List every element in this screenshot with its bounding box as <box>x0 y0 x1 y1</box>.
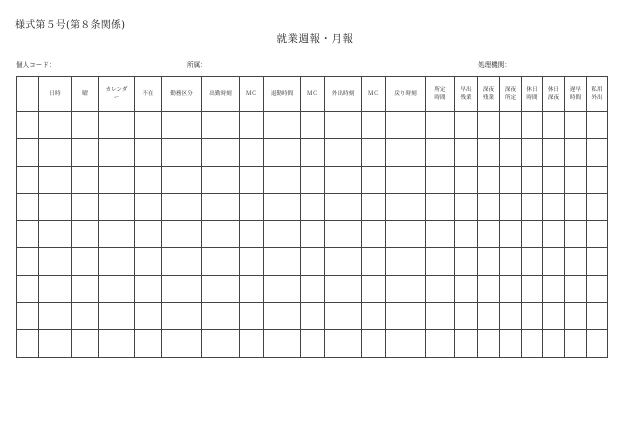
cell-private-out[interactable] <box>587 166 608 193</box>
cell-night-overtime[interactable] <box>478 193 500 220</box>
timesheet-table <box>16 76 608 358</box>
cell-mc1[interactable] <box>240 303 264 330</box>
cell-scheduled[interactable] <box>426 166 455 193</box>
header-holiday-night <box>543 77 565 112</box>
cell-early-overtime[interactable] <box>455 275 478 302</box>
cell-night-scheduled[interactable] <box>500 330 522 357</box>
cell-mc2[interactable] <box>301 275 325 302</box>
cell-weekday[interactable] <box>72 330 99 357</box>
header-blank <box>17 77 39 112</box>
header-night-overtime <box>478 77 500 112</box>
cell-mc2[interactable] <box>301 112 325 139</box>
cell-mc2[interactable] <box>301 303 325 330</box>
cell-blank[interactable] <box>17 303 39 330</box>
cell-mc3[interactable] <box>362 330 386 357</box>
header-late-early <box>565 77 587 112</box>
header-holiday-hours <box>522 77 543 112</box>
cell-absent[interactable] <box>135 248 162 275</box>
cell-early-overtime[interactable] <box>455 166 478 193</box>
header-private-out-text: 外出 <box>591 95 603 101</box>
cell-private-out[interactable] <box>587 303 608 330</box>
cell-mc1[interactable] <box>240 330 264 357</box>
cell-blank[interactable] <box>17 166 39 193</box>
cell-blank[interactable] <box>17 221 39 248</box>
cell-late-early[interactable] <box>565 303 587 330</box>
cell-night-overtime[interactable] <box>478 275 500 302</box>
table-row <box>17 303 608 330</box>
header-private-out-text: 私用 <box>591 86 603 93</box>
personal-code-label: 個人コード： <box>16 61 56 69</box>
cell-holiday-night[interactable] <box>543 221 565 248</box>
cell-private-out[interactable] <box>587 221 608 248</box>
table-body <box>17 112 608 358</box>
cell-blank[interactable] <box>17 193 39 220</box>
cell-holiday-night[interactable] <box>543 275 565 302</box>
cell-return[interactable] <box>386 330 426 357</box>
cell-absent[interactable] <box>135 139 162 166</box>
cell-clock-out[interactable] <box>264 303 301 330</box>
cell-weekday[interactable] <box>72 275 99 302</box>
header-night-overtime-text: 深夜 <box>482 86 495 93</box>
cell-return[interactable] <box>386 166 426 193</box>
cell-absent[interactable] <box>135 303 162 330</box>
header-go-out-text: 外出時刻 <box>331 90 355 97</box>
header-calendar-text: カレンダ <box>105 86 128 93</box>
cell-scheduled[interactable] <box>426 112 455 139</box>
header-clock-out-text: 退勤時間 <box>270 90 294 97</box>
header-go-out <box>325 77 362 112</box>
cell-night-overtime[interactable] <box>478 221 500 248</box>
cell-scheduled[interactable] <box>426 330 455 357</box>
cell-return[interactable] <box>386 193 426 220</box>
cell-holiday-night[interactable] <box>543 330 565 357</box>
timesheet-table-wrap <box>16 76 608 358</box>
header-clock-in <box>202 77 240 112</box>
cell-night-overtime[interactable] <box>478 248 500 275</box>
cell-early-overtime[interactable] <box>455 330 478 357</box>
header-holiday-night-text: 休日 <box>547 86 560 93</box>
cell-holiday-hours[interactable] <box>522 193 543 220</box>
cell-calendar[interactable] <box>99 303 135 330</box>
cell-clock-in[interactable] <box>202 221 240 248</box>
cell-work-type[interactable] <box>162 166 202 193</box>
header-mc3-text: ＭＣ <box>367 90 380 97</box>
cell-date[interactable] <box>39 275 72 302</box>
header-night-overtime-text: 残業 <box>482 95 495 101</box>
cell-holiday-hours[interactable] <box>522 112 543 139</box>
cell-mc1[interactable] <box>240 112 264 139</box>
cell-mc3[interactable] <box>362 193 386 220</box>
cell-clock-in[interactable] <box>202 303 240 330</box>
cell-date[interactable] <box>39 221 72 248</box>
department-label: 所属： <box>187 61 207 69</box>
header-night-scheduled <box>500 77 522 112</box>
cell-clock-in[interactable] <box>202 275 240 302</box>
cell-absent[interactable] <box>135 193 162 220</box>
processing-date-label: 処理機関： <box>478 61 511 69</box>
cell-calendar[interactable] <box>99 112 135 139</box>
cell-date[interactable] <box>39 112 72 139</box>
cell-private-out[interactable] <box>587 193 608 220</box>
header-early-overtime-text: 早出 <box>460 86 472 93</box>
cell-holiday-hours[interactable] <box>522 221 543 248</box>
cell-return[interactable] <box>386 275 426 302</box>
cell-mc2[interactable] <box>301 221 325 248</box>
header-early-overtime-text: 残業 <box>460 95 472 101</box>
header-scheduled-text: 所定 <box>434 86 446 93</box>
cell-blank[interactable] <box>17 275 39 302</box>
cell-return[interactable] <box>386 248 426 275</box>
cell-mc3[interactable] <box>362 166 386 193</box>
cell-late-early[interactable] <box>565 139 587 166</box>
cell-mc3[interactable] <box>362 139 386 166</box>
header-scheduled-text: 時間 <box>434 95 446 101</box>
cell-clock-out[interactable] <box>264 139 301 166</box>
header-clock-in-text: 出勤時刻 <box>209 90 232 97</box>
header-holiday-night-text: 深夜 <box>547 95 560 101</box>
table-row <box>17 112 608 139</box>
cell-early-overtime[interactable] <box>455 248 478 275</box>
cell-clock-out[interactable] <box>264 193 301 220</box>
cell-late-early[interactable] <box>565 330 587 357</box>
header-work-type <box>162 77 202 112</box>
cell-night-scheduled[interactable] <box>500 139 522 166</box>
cell-clock-in[interactable] <box>202 330 240 357</box>
cell-clock-in[interactable] <box>202 139 240 166</box>
cell-holiday-night[interactable] <box>543 139 565 166</box>
cell-return[interactable] <box>386 303 426 330</box>
cell-late-early[interactable] <box>565 193 587 220</box>
cell-early-overtime[interactable] <box>455 112 478 139</box>
cell-work-type[interactable] <box>162 112 202 139</box>
cell-go-out[interactable] <box>325 193 362 220</box>
cell-calendar[interactable] <box>99 330 135 357</box>
cell-holiday-hours[interactable] <box>522 139 543 166</box>
cell-absent[interactable] <box>135 330 162 357</box>
cell-go-out[interactable] <box>325 275 362 302</box>
cell-date[interactable] <box>39 166 72 193</box>
cell-night-scheduled[interactable] <box>500 166 522 193</box>
cell-late-early[interactable] <box>565 221 587 248</box>
cell-clock-out[interactable] <box>264 248 301 275</box>
cell-scheduled[interactable] <box>426 275 455 302</box>
cell-work-type[interactable] <box>162 303 202 330</box>
cell-mc3[interactable] <box>362 112 386 139</box>
cell-night-overtime[interactable] <box>478 166 500 193</box>
cell-clock-out[interactable] <box>264 221 301 248</box>
cell-go-out[interactable] <box>325 248 362 275</box>
cell-mc2[interactable] <box>301 193 325 220</box>
cell-early-overtime[interactable] <box>455 139 478 166</box>
cell-mc2[interactable] <box>301 330 325 357</box>
cell-scheduled[interactable] <box>426 221 455 248</box>
cell-holiday-hours[interactable] <box>522 303 543 330</box>
cell-mc1[interactable] <box>240 275 264 302</box>
cell-calendar[interactable] <box>99 275 135 302</box>
cell-date[interactable] <box>39 248 72 275</box>
cell-go-out[interactable] <box>325 303 362 330</box>
header-late-early-text: 遅早 <box>569 86 582 93</box>
header-date <box>39 77 72 112</box>
cell-night-scheduled[interactable] <box>500 275 522 302</box>
cell-calendar[interactable] <box>99 166 135 193</box>
table-row <box>17 139 608 166</box>
cell-mc3[interactable] <box>362 221 386 248</box>
cell-mc1[interactable] <box>240 221 264 248</box>
header-weekday-text: 曜 <box>82 90 88 97</box>
cell-return[interactable] <box>386 221 426 248</box>
cell-work-type[interactable] <box>162 248 202 275</box>
cell-late-early[interactable] <box>565 166 587 193</box>
cell-private-out[interactable] <box>587 248 608 275</box>
header-private-out <box>587 77 608 112</box>
cell-night-overtime[interactable] <box>478 330 500 357</box>
cell-weekday[interactable] <box>72 112 99 139</box>
cell-absent[interactable] <box>135 221 162 248</box>
cell-holiday-hours[interactable] <box>522 330 543 357</box>
cell-night-scheduled[interactable] <box>500 112 522 139</box>
cell-private-out[interactable] <box>587 139 608 166</box>
cell-late-early[interactable] <box>565 248 587 275</box>
cell-holiday-night[interactable] <box>543 112 565 139</box>
header-clock-out <box>264 77 301 112</box>
cell-mc3[interactable] <box>362 248 386 275</box>
cell-mc3[interactable] <box>362 275 386 302</box>
cell-holiday-hours[interactable] <box>522 166 543 193</box>
cell-weekday[interactable] <box>72 139 99 166</box>
header-row <box>17 77 608 112</box>
cell-night-scheduled[interactable] <box>500 303 522 330</box>
cell-early-overtime[interactable] <box>455 221 478 248</box>
cell-holiday-night[interactable] <box>543 248 565 275</box>
header-mc2-text: ＭＣ <box>306 90 319 97</box>
header-calendar-text: ー <box>113 95 120 101</box>
table-header <box>17 77 608 112</box>
cell-mc1[interactable] <box>240 248 264 275</box>
table-row <box>17 193 608 220</box>
cell-holiday-night[interactable] <box>543 166 565 193</box>
header-return <box>386 77 426 112</box>
cell-clock-in[interactable] <box>202 112 240 139</box>
cell-holiday-night[interactable] <box>543 303 565 330</box>
header-holiday-hours-text: 時間 <box>526 95 538 101</box>
cell-scheduled[interactable] <box>426 139 455 166</box>
cell-date[interactable] <box>39 330 72 357</box>
cell-late-early[interactable] <box>565 112 587 139</box>
cell-work-type[interactable] <box>162 330 202 357</box>
table-row <box>17 166 608 193</box>
cell-clock-out[interactable] <box>264 275 301 302</box>
header-mc1 <box>240 77 264 112</box>
header-late-early-text: 時間 <box>569 95 582 101</box>
cell-return[interactable] <box>386 112 426 139</box>
header-calendar <box>99 77 135 112</box>
cell-blank[interactable] <box>17 139 39 166</box>
cell-holiday-hours[interactable] <box>522 275 543 302</box>
cell-night-scheduled[interactable] <box>500 193 522 220</box>
cell-holiday-hours[interactable] <box>522 248 543 275</box>
cell-weekday[interactable] <box>72 248 99 275</box>
cell-blank[interactable] <box>17 112 39 139</box>
cell-early-overtime[interactable] <box>455 193 478 220</box>
header-date-text: 日時 <box>49 90 61 97</box>
cell-scheduled[interactable] <box>426 248 455 275</box>
cell-work-type[interactable] <box>162 193 202 220</box>
cell-weekday[interactable] <box>72 303 99 330</box>
cell-calendar[interactable] <box>99 248 135 275</box>
cell-clock-in[interactable] <box>202 166 240 193</box>
cell-date[interactable] <box>39 139 72 166</box>
cell-scheduled[interactable] <box>426 193 455 220</box>
cell-date[interactable] <box>39 303 72 330</box>
cell-calendar[interactable] <box>99 193 135 220</box>
header-scheduled <box>426 77 455 112</box>
cell-blank[interactable] <box>17 330 39 357</box>
cell-clock-out[interactable] <box>264 330 301 357</box>
cell-mc1[interactable] <box>240 193 264 220</box>
cell-absent[interactable] <box>135 112 162 139</box>
cell-mc1[interactable] <box>240 139 264 166</box>
cell-night-overtime[interactable] <box>478 112 500 139</box>
table-row <box>17 275 608 302</box>
cell-night-overtime[interactable] <box>478 139 500 166</box>
header-return-text: 戻り時刻 <box>394 90 417 97</box>
header-absent <box>135 77 162 112</box>
cell-night-scheduled[interactable] <box>500 248 522 275</box>
cell-date[interactable] <box>39 193 72 220</box>
cell-scheduled[interactable] <box>426 303 455 330</box>
cell-weekday[interactable] <box>72 166 99 193</box>
cell-clock-out[interactable] <box>264 112 301 139</box>
cell-mc2[interactable] <box>301 166 325 193</box>
table-row <box>17 330 608 357</box>
cell-private-out[interactable] <box>587 330 608 357</box>
form-number-label: 様式第５号(第８条関係) <box>15 20 126 31</box>
header-weekday <box>72 77 99 112</box>
cell-go-out[interactable] <box>325 166 362 193</box>
header-mc1-text: ＭＣ <box>245 90 258 97</box>
cell-work-type[interactable] <box>162 275 202 302</box>
header-mc2 <box>301 77 325 112</box>
header-early-overtime <box>455 77 478 112</box>
cell-absent[interactable] <box>135 166 162 193</box>
cell-clock-in[interactable] <box>202 248 240 275</box>
cell-blank[interactable] <box>17 248 39 275</box>
cell-holiday-night[interactable] <box>543 193 565 220</box>
cell-mc3[interactable] <box>362 303 386 330</box>
cell-clock-in[interactable] <box>202 193 240 220</box>
cell-weekday[interactable] <box>72 193 99 220</box>
cell-late-early[interactable] <box>565 275 587 302</box>
cell-go-out[interactable] <box>325 221 362 248</box>
cell-private-out[interactable] <box>587 275 608 302</box>
cell-go-out[interactable] <box>325 330 362 357</box>
cell-work-type[interactable] <box>162 221 202 248</box>
document-title: 就業週報・月報 <box>276 33 354 45</box>
table-row <box>17 248 608 275</box>
cell-night-overtime[interactable] <box>478 303 500 330</box>
cell-night-scheduled[interactable] <box>500 221 522 248</box>
cell-go-out[interactable] <box>325 139 362 166</box>
header-night-scheduled-text: 深夜 <box>504 86 517 93</box>
cell-early-overtime[interactable] <box>455 303 478 330</box>
cell-mc1[interactable] <box>240 166 264 193</box>
cell-private-out[interactable] <box>587 112 608 139</box>
table-row <box>17 221 608 248</box>
cell-mc2[interactable] <box>301 139 325 166</box>
cell-absent[interactable] <box>135 275 162 302</box>
cell-calendar[interactable] <box>99 139 135 166</box>
cell-mc2[interactable] <box>301 248 325 275</box>
cell-weekday[interactable] <box>72 221 99 248</box>
cell-clock-out[interactable] <box>264 166 301 193</box>
cell-return[interactable] <box>386 139 426 166</box>
header-mc3 <box>362 77 386 112</box>
cell-calendar[interactable] <box>99 221 135 248</box>
header-holiday-hours-text: 休日 <box>526 86 538 93</box>
header-night-scheduled-text: 所定 <box>504 95 517 101</box>
cell-go-out[interactable] <box>325 112 362 139</box>
header-work-type-text: 勤務区分 <box>170 90 193 97</box>
cell-work-type[interactable] <box>162 139 202 166</box>
header-absent-text: 不在 <box>142 90 154 97</box>
